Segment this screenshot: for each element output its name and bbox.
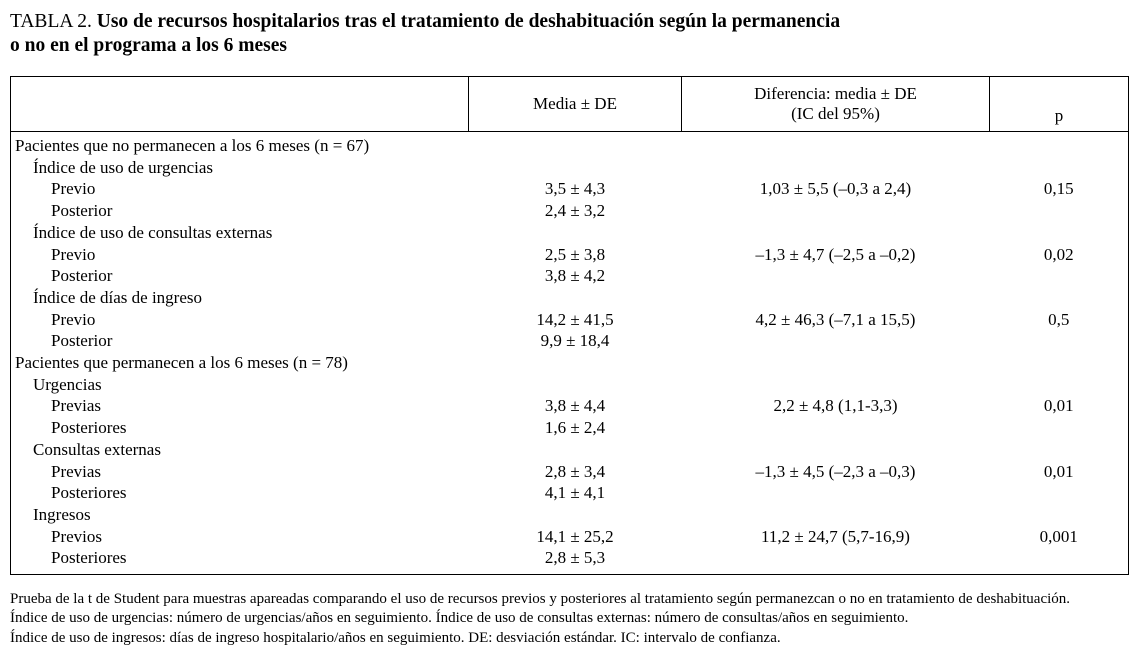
p-value-cell: 0,01 — [1043, 461, 1074, 481]
media-de-cell — [469, 157, 682, 179]
p-value-cell — [990, 504, 1129, 526]
table-body — [11, 132, 1129, 575]
diferencia-cell — [682, 417, 990, 439]
p-value-cell: 0,5 — [1048, 309, 1070, 329]
footnote-line: Índice de uso de ingresos: días de ingreso hospitalario/años en seguimiento. DE: desviación estándar. IC: intervalo de confianza. — [10, 629, 781, 646]
p-value-cell — [990, 547, 1129, 574]
diferencia-cell — [682, 287, 990, 309]
media-de-cell: 14,1 ± 25,2 — [536, 526, 614, 546]
diferencia-header-cell — [682, 77, 990, 132]
media-de-cell — [469, 352, 682, 374]
table-row — [11, 200, 1129, 222]
diferencia-cell — [682, 374, 990, 396]
diferencia-cell: 2,2 ± 4,8 (1,1-3,3) — [773, 396, 898, 416]
table-row — [11, 439, 1129, 461]
footnotes — [10, 590, 1128, 648]
p-value-cell — [990, 287, 1129, 309]
table-row — [11, 461, 1129, 483]
table-title — [10, 10, 1128, 58]
p-value-cell: 0,15 — [1043, 179, 1074, 199]
row-label-cell: Previas — [51, 396, 102, 416]
media-de-cell: 3,8 ± 4,4 — [544, 396, 606, 416]
table-row — [11, 417, 1129, 439]
table-row — [11, 309, 1129, 331]
media-de-cell: 14,2 ± 41,5 — [536, 309, 614, 329]
media-de-cell: 2,8 ± 3,4 — [544, 461, 606, 481]
p-value-cell — [990, 200, 1129, 222]
p-value-cell — [990, 352, 1129, 374]
row-label-cell: Posteriores — [51, 548, 127, 568]
table-row — [11, 222, 1129, 244]
row-label-cell: Previo — [51, 179, 96, 199]
table-row — [11, 482, 1129, 504]
p-value-cell — [990, 439, 1129, 461]
p-value-cell — [990, 374, 1129, 396]
media-de-cell — [469, 287, 682, 309]
diferencia-cell: 1,03 ± 5,5 (–0,3 a 2,4) — [759, 179, 912, 199]
media-de-cell: 2,5 ± 3,8 — [544, 244, 606, 264]
table-row — [11, 157, 1129, 179]
p-value-cell — [990, 132, 1129, 157]
media-de-cell: 2,4 ± 3,2 — [544, 201, 606, 221]
table-header — [11, 77, 1129, 132]
diferencia-cell — [682, 157, 990, 179]
diferencia-cell: –1,3 ± 4,7 (–2,5 a –0,2) — [755, 244, 916, 264]
empty-header-cell — [11, 77, 469, 132]
diferencia-cell — [682, 504, 990, 526]
media-de-cell — [469, 132, 682, 157]
p-value-cell — [990, 157, 1129, 179]
table-row — [11, 374, 1129, 396]
diferencia-cell: 4,2 ± 46,3 (–7,1 a 15,5) — [755, 309, 916, 329]
row-label-cell: Posteriores — [51, 483, 127, 503]
diferencia-cell — [682, 547, 990, 574]
p-value-cell — [990, 222, 1129, 244]
footnote-line: Prueba de la t de Student para muestras apareadas comparando el uso de recursos previos y posteriores al tratamiento según permanezcan o no en tratamiento de deshabituación. — [10, 591, 1071, 608]
diferencia-cell — [682, 330, 990, 352]
media-de-cell — [469, 504, 682, 526]
row-label-cell: Índice de días de ingreso — [33, 287, 202, 307]
table-row — [11, 132, 1129, 157]
p-value-cell — [990, 265, 1129, 287]
table-number-label: TABLA 2. — [10, 11, 92, 32]
media-de-cell: 2,8 ± 5,3 — [544, 548, 606, 568]
table-row — [11, 178, 1129, 200]
row-label-cell: Índice de uso de urgencias — [33, 157, 214, 177]
row-label-cell: Posterior — [51, 331, 113, 351]
media-de-cell: 1,6 ± 2,4 — [544, 418, 606, 438]
table-row — [11, 244, 1129, 266]
p-value-cell: 0,01 — [1043, 396, 1074, 416]
row-label-cell: Pacientes que no permanecen a los 6 meses (n = 67) — [15, 136, 370, 155]
diferencia-cell — [682, 352, 990, 374]
row-label-cell: Previas — [51, 461, 102, 481]
p-value-cell — [990, 330, 1129, 352]
media-de-cell: 9,9 ± 18,4 — [540, 331, 610, 351]
row-label-cell: Previo — [51, 309, 96, 329]
row-label-cell: Índice de uso de consultas externas — [33, 222, 273, 242]
media-de-header-cell: Media ± DE — [469, 77, 682, 132]
table-row — [11, 352, 1129, 374]
diferencia-header-line1: Diferencia: media ± DE — [754, 84, 917, 103]
table-row — [11, 395, 1129, 417]
media-de-cell — [469, 374, 682, 396]
table-title-line2: o no en el programa a los 6 meses — [10, 35, 287, 56]
p-value-cell: 0,02 — [1043, 244, 1074, 264]
media-de-cell — [469, 439, 682, 461]
table-row — [11, 504, 1129, 526]
p-value-cell: 0,001 — [1039, 526, 1078, 546]
row-label-cell: Consultas externas — [33, 439, 161, 459]
table-title-line1: Uso de recursos hospitalarios tras el tratamiento de deshabituación según la permanencia — [96, 11, 841, 32]
diferencia-header-line2: (IC del 95%) — [791, 104, 880, 123]
row-label-cell: Previo — [51, 244, 96, 264]
row-label-cell: Previos — [51, 526, 102, 546]
row-label-cell: Urgencias — [33, 374, 102, 394]
diferencia-cell: 11,2 ± 24,7 (5,7-16,9) — [761, 526, 910, 546]
diferencia-cell — [682, 482, 990, 504]
row-label-cell: Ingresos — [33, 504, 91, 524]
footnote-line: Índice de uso de urgencias: número de urgencias/años en seguimiento. Índice de uso de consultas externas: número de consultas/años en seguimiento. — [10, 610, 909, 627]
media-de-cell: 3,8 ± 4,2 — [544, 266, 606, 286]
diferencia-cell — [682, 222, 990, 244]
p-header-cell: p — [990, 77, 1129, 132]
header-row — [11, 77, 1129, 132]
row-label-cell: Posterior — [51, 201, 113, 221]
diferencia-cell — [682, 132, 990, 157]
media-de-cell: 3,5 ± 4,3 — [544, 179, 606, 199]
table-row — [11, 287, 1129, 309]
diferencia-cell — [682, 265, 990, 287]
p-value-cell — [990, 482, 1129, 504]
p-value-cell — [990, 417, 1129, 439]
row-label-cell: Pacientes que permanecen a los 6 meses (n = 78) — [15, 353, 348, 373]
table-row — [11, 330, 1129, 352]
diferencia-cell: –1,3 ± 4,5 (–2,3 a –0,3) — [755, 461, 916, 481]
diferencia-cell — [682, 200, 990, 222]
row-label-cell: Posterior — [51, 266, 113, 286]
table-row — [11, 547, 1129, 574]
table-row — [11, 265, 1129, 287]
diferencia-cell — [682, 439, 990, 461]
hospital-resources-table — [10, 76, 1129, 575]
table-row — [11, 526, 1129, 548]
row-label-cell: Posteriores — [51, 418, 127, 438]
media-de-cell: 4,1 ± 4,1 — [544, 483, 606, 503]
media-de-cell — [469, 222, 682, 244]
